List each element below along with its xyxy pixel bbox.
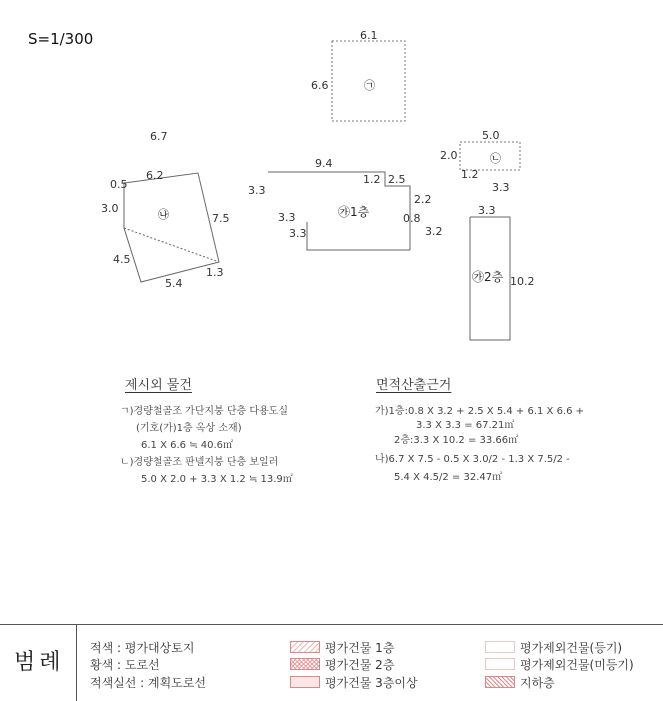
- excluded-line-4: ㄴ)경량철골조 판넬지붕 단층 보일러: [120, 457, 279, 468]
- mark-na-outside: ㉡: [490, 152, 501, 165]
- dim-ga1-1: 1.2: [363, 173, 381, 186]
- dim-ga1-7: 0.8: [403, 212, 421, 225]
- legend-floor1: 평가건물 1층: [325, 641, 395, 655]
- dim-ga1-3: 3.3: [248, 184, 266, 197]
- dim-ga1-2: 2.5: [388, 173, 406, 186]
- label-ga-1f: ㉮1층: [338, 205, 370, 219]
- dim-na-outside-height: 2.0: [440, 149, 458, 162]
- dim-na-outside-ext-d: 3.3: [492, 181, 510, 194]
- legend-basement: 지하층: [520, 676, 555, 690]
- dim-ga1-6: 3.3: [289, 227, 307, 240]
- dim-na-4: 7.5: [212, 212, 230, 225]
- excluded-line-2: (기호(가)1층 옥상 소재): [136, 423, 242, 434]
- legend-swatch-excluded-unregistered: [485, 658, 515, 670]
- dim-ga-outside-width: 6.1: [360, 29, 378, 42]
- building-na-inner-line: [124, 228, 219, 262]
- legend-swatch-excluded-registered: [485, 641, 515, 653]
- dim-na-3: 3.0: [101, 202, 119, 215]
- legend-planned-road: 적색실선 : 계획도로선: [90, 676, 207, 690]
- area-calc-line-4: 나)6.7 X 7.5 - 0.5 X 3.0/2 - 1.3 X 7.5/2 -: [375, 454, 570, 465]
- area-calc-line-1: 가)1층:0.8 X 3.2 + 2.5 X 5.4 + 6.1 X 6.6 +: [375, 406, 585, 417]
- mark-ga-outside: ㉠: [364, 79, 375, 92]
- dim-ga1-8: 3.2: [425, 225, 443, 238]
- dim-ga1-0: 9.4: [315, 157, 333, 170]
- dim-na-0: 6.7: [150, 130, 168, 143]
- excluded-line-5: 5.0 X 2.0 + 3.3 X 1.2 ≒ 13.9㎡: [141, 474, 293, 485]
- dim-na-outside-ext-w: 1.2: [461, 168, 479, 181]
- legend-title: 범례: [14, 650, 65, 675]
- building-na-outline: [124, 173, 219, 282]
- legend-excluded-unregistered: 평가제외건물(미등기): [520, 658, 634, 672]
- dim-ga1-4: 2.2: [414, 193, 432, 206]
- legend-excluded-registered: 평가제외건물(등기): [520, 641, 623, 655]
- legend-yellow-road: 황색 : 도로선: [90, 658, 160, 672]
- legend-floor3: 평가건물 3층이상: [325, 676, 418, 690]
- excluded-line-3: 6.1 X 6.6 ≒ 40.6㎡: [141, 440, 234, 451]
- dim-ga2-depth: 10.2: [510, 275, 535, 288]
- legend-swatch-basement: [485, 676, 515, 688]
- legend-floor2: 평가건물 2층: [325, 658, 395, 672]
- dim-na-outside-width: 5.0: [482, 129, 500, 142]
- dim-ga1-5: 3.3: [278, 211, 296, 224]
- excluded-line-1: ㄱ)경량철골조 가단지붕 단층 다용도실: [120, 406, 288, 417]
- legend-swatch-floor3: [290, 676, 320, 688]
- dim-ga2-width: 3.3: [478, 204, 496, 217]
- dim-na-6: 5.4: [165, 277, 183, 290]
- dim-ga-outside-depth: 6.6: [311, 79, 329, 92]
- legend-red-land: 적색 : 평가대상토지: [90, 641, 195, 655]
- dim-na-1: 6.2: [146, 169, 164, 182]
- label-ga-2f: ㉮2층: [472, 270, 504, 284]
- legend-panel: [0, 624, 663, 701]
- area-calc-line-2: 3.3 X 3.3 = 67.21㎡: [416, 420, 515, 431]
- legend-swatch-floor2: [290, 658, 320, 670]
- legend-divider: [76, 625, 77, 701]
- excluded-title: 제시외 물건: [125, 378, 192, 393]
- legend-swatch-floor1: [290, 641, 320, 653]
- area-calc-line-5: 5.4 X 4.5/2 = 32.47㎡: [394, 472, 503, 483]
- dim-na-2: 0.5: [110, 178, 128, 191]
- dim-na-7: 1.3: [206, 266, 224, 279]
- mark-na: ㉯: [158, 208, 169, 221]
- dim-na-5: 4.5: [113, 253, 131, 266]
- area-calc-title: 면적산출근거: [376, 378, 452, 393]
- scale-label: S=1/300: [28, 30, 94, 48]
- area-calc-line-3: 2층:3.3 X 10.2 = 33.66㎡: [394, 435, 519, 446]
